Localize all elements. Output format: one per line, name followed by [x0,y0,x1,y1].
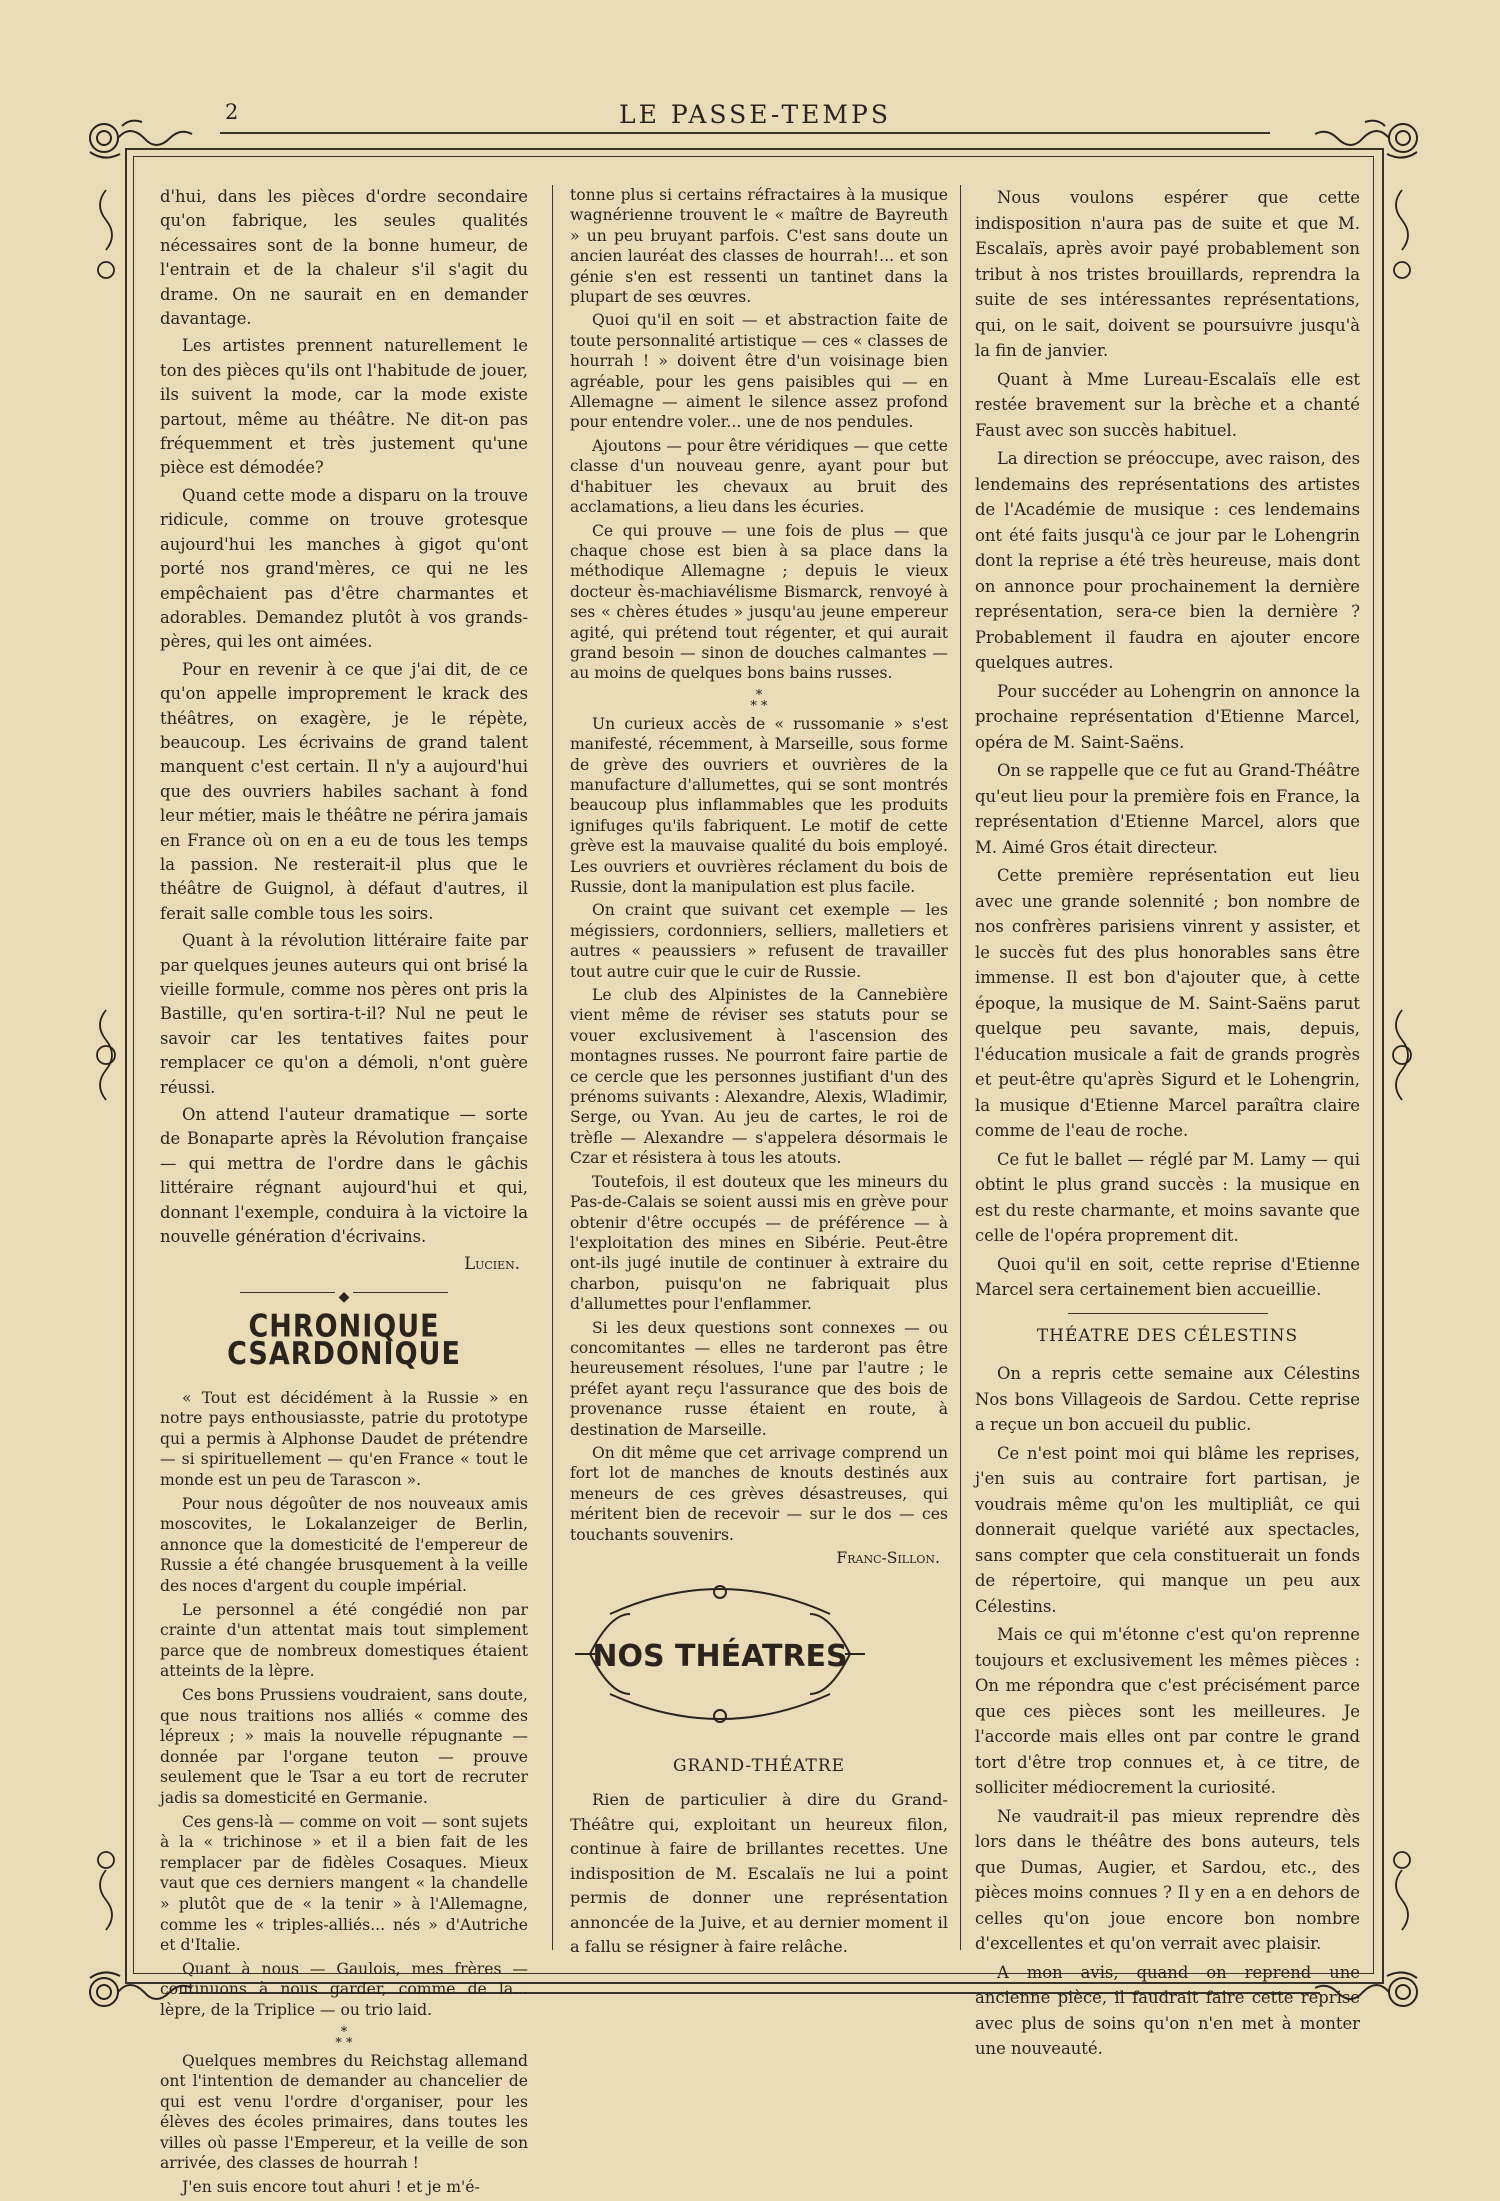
paragraph: La direction se préoccupe, avec raison, des lendemains des représentations des artistes de l'Académie de musique : ces lendemains ont été faits jusqu'à ce jour par le Lohengrin dont la reprise a été très heureuse, mais dont on annonce pour prochainement la dernière représentation, sera-ce bien la dernière ? Probablement il faudra en ajouter encore quelques autres. [975,449,1360,672]
paragraph: Cette première représentation eut lieu avec une grande solennité ; bon nombre de nos confrères parisiens vinrent y assister, et le succès fut des plus honorables sans être immense. Il est bon d'ajouter que, à cette époque, la musique de M. Saint-Saëns parut quelque peu savante, mais, depuis, l'éducation musicale a fait de grands progrès et peut-être qu'après Sigurd et le Lohengrin, la musique d'Etienne Marcel paraîtra claire comme de l'eau de roche. [975,866,1360,1140]
paragraph: Nous voulons espérer que cette indisposition n'aura pas de suite et que M. Escalaïs, après avoir payé probablement son tribut à nos tristes brouillards, reprendra la suite de ses intéressantes représentations, qui, on le sait, doivent se poursuivre jusqu'à la fin de janvier. [975,188,1360,360]
paragraph: Toutefois, il est douteux que les mineurs du Pas-de-Calais se soient aussi mis en grève pour obtenir d'être occupés — de préférence — à l'exploitation des mines en Sibérie. Peut-être ont-ils jugé inutile de continuer à extraire du charbon, puisqu'on ne fabriquait plus d'allumettes pour l'enflammer. [570,1172,948,1314]
paragraph: Quant à nous — Gaulois, mes frères — continuons à nous garder, comme de la... lèpre, de la Triplice — ou trio laid. [160,1959,528,2019]
banner-title: NOS THÉATRES [592,1639,848,1675]
asterism-separator: * * * [750,687,768,714]
paragraph: Quoi qu'il en soit — et abstraction faite de toute personnalité artistique — ces « classes de hourrah ! » doivent être d'un voisinage bien agréable, pour les gens paisibles qui — en Allemagne — aiment le silence assez profond pour entendre voler... une de nos pendules. [570,311,948,432]
paragraph: « Tout est décidément à la Russie » en notre pays enthousiasste, patrie du prototype qui a permis à Alphonse Daudet de prétendre — si spirituellement — qu'en France « tout le monde est un peu de Tarascon ». [160,1388,528,1490]
column-1 [160,185,528,2201]
paragraph: Ces gens-là — comme on voit — sont sujets à la « trichinose » et il a bien fait de les remplacer par de fidèles Cosaques. Mieux vaut que ces derniers mangent « la chandelle » plutôt que de « la tenir » à l'Allemagne, comme les « triples-alliés... nés » d'Autriche et d'Italie. [160,1812,528,1955]
header-rule [220,132,1270,134]
paragraph: Ces bons Prussiens voudraient, sans doute, que nous traitions nos alliés « comme des lépreux ; » mais la nouvelle répugnante — donnée par l'organe teuton — prouve seulement que le Tsar a eu tort de recruter jadis sa domesticité en Germanie. [160,1686,528,1807]
column-rule-1 [552,185,553,1950]
paragraph: Si les deux questions sont connexes — ou concomitantes — elles ne tarderont pas être heureusement résolues, l'une par l'autre ; le préfet ayant reçu l'assurance que des bois de provenance russe étaient en route, à destination de Marseille. [570,1318,948,1439]
journal-title: LE PASSE-TEMPS [619,100,891,129]
paragraph: Quant à Mme Lureau-Escalaïs elle est restée bravement sur la brèche et a chanté Faust avec son succès habituel. [975,369,1360,440]
subsection-title: THÉATRE DES CÉLESTINS [1036,1325,1299,1346]
paragraph: d'hui, dans les pièces d'ordre secondaire qu'on fabrique, les seules qualités nécessaires sont de la bonne humeur, de l'entrain et de la chaleur s'il s'agit du drame. On ne saurait en en demander davantage. [160,187,528,329]
paragraph: Ajoutons — pour être véridiques — que cette classe d'un nouveau genre, ayant pour but d'habituer les chevaux au bruit des acclamations, a lieu dans les écuries. [570,436,948,517]
paragraph: Ce fut le ballet — réglé par M. Lamy — qui obtint le plus grand succès : la musique en est du reste charmante, et moins savante que celle de l'opéra proprement dit. [975,1149,1360,1245]
author-signature: Lucien. [464,1254,520,1274]
paragraph: On attend l'auteur dramatique — sorte de Bonaparte après la Révolution française — qui mettra de l'ordre dans le gâchis littéraire régnant aujourd'hui et qui, donnant l'exemple, conduira à la victoire la nouvelle génération d'écrivains. [160,1105,528,1247]
ornament-side-left-icon [88,170,124,1970]
paragraph: Rien de particulier à dire du Grand-Théâtre qui, exploitant un heureux filon, continue à faire de brillantes recettes. Une indisposition de M. Escalaïs ne lui a point permis de donner une représentation annoncée de la Juive, et au dernier moment il a fallu se résigner à faire relâche. [570,1790,948,1957]
paragraph: On dit même que cet arrivage comprend un fort lot de manches de knouts destinés aux meneurs de ces grèves désastreuses, qui méritent bien de recevoir — sur le dos — ces touchants souvenirs. [570,1443,948,1544]
paragraph: Pour succéder au Lohengrin on annonce la prochaine représentation d'Etienne Marcel, opéra de M. Saint-Saëns. [975,681,1360,752]
paragraph: Quoi qu'il en soit, cette reprise d'Etienne Marcel sera certainement bien accueillie. [975,1254,1360,1299]
paragraph: Les artistes prennent naturellement le ton des pièces qu'ils ont l'habitude de jouer, ils suivent la mode, car la mode existe partout, même au théâtre. Ne dit-on pas fréquemment et très justement qu'une pièce est démodée? [160,336,528,478]
page-header [90,100,1420,136]
paragraph: tonne plus si certains réfractaires à la musique wagnérienne trouvent le « maître de Bayreuth » un peu bruyant parfois. C'est sans doute un ancien lauréat des classes de hourrah!... et son génie s'en est ressenti un tantinet dans la plupart de ses œuvres. [570,186,948,307]
short-rule [1068,1313,1268,1314]
paragraph: On se rappelle que ce fut au Grand-Théâtre qu'eut lieu pour la première fois en France, la représentation d'Etienne Marcel, alors que M. Aimé Gros était directeur. [975,761,1360,857]
paragraph: Le personnel a été congédié non par crainte d'un attentat mais tout simplement parce que de nombreux domestiques étaient atteints de la lèpre. [160,1600,528,1681]
paragraph: Le club des Alpinistes de la Cannebière vient même de réviser ses statuts pour se vouer exclusivement à l'ascension des montagnes russes. Ne pourront faire partie de ce cercle que les personnes justifiant d'un des prénoms suivants : Alexandre, Alexis, Wladimir, Serge, ou Yvan. Au jeu de cartes, le roi de trèfle — Alexandre — s'appelera désormais le Czar et résistera à tous les atouts. [570,986,948,1168]
section-title: CHRONIQUE CSARDONIQUE [227,1308,461,1373]
ornament-side-right-icon [1384,170,1420,1970]
diamond-divider-icon: ◆ [160,1285,528,1299]
page-number: 2 [225,100,239,124]
paragraph: Ce n'est point moi qui blâme les reprises, j'en suis au contraire fort partisan, je voudrais même qu'on les multipliât, ce qui donnerait quelque variété aux spectacles, sans compter que cela constituerait un fonds de répertoire, qui manque un peu aux Célestins. [975,1443,1360,1616]
paragraph: A mon avis, quand on reprend une ancienne pièce, il faudrait faire cette reprise avec plus de soins qu'on n'en met à monter une nouveauté. [975,1962,1360,2058]
paragraph: On a repris cette semaine aux Célestins Nos bons Villageois de Sardou. Cette reprise a reçue un bon accueil du public. [975,1364,1360,1434]
asterism-separator: * * * [335,2024,353,2051]
nos-theatres-banner [570,1574,870,1734]
column-rule-2 [960,185,961,1950]
paragraph: Un curieux accès de « russomanie » s'est manifesté, récemment, à Marseille, sous forme de grève des ouvriers et ouvrières de la manufacture d'allumettes, qui se sont montrés beaucoup plus inflammables que les produits ignifuges qu'ils fabriquent. Le motif de cette grève est la mauvaise qualité du bois employé. Les ouvriers et ouvrières réclament du bois de Russie, dont la manipulation est plus facile. [570,714,948,896]
paragraph: Pour en revenir à ce que j'ai dit, de ce qu'on appelle improprement le krack des théâtres, on exagère, je le répète, beaucoup. Les écrivains de grand talent manquent c'est certain. Il n'y a aujourd'hui que des ouvriers habiles sachant à fond leur métier, mais le théâtre ne périra jamais en France où on en a eu de tous les temps la passion. Ne resterait-il plus que le théâtre de Guignol, à défaut d'autres, il ferait salle comble tous les soirs. [160,659,528,923]
column-3 [975,185,1360,2065]
paragraph: On craint que suivant cet exemple — les mégissiers, cordonniers, selliers, malletiers et autres « peaussiers » refusent de travailler tout autre cuir que le cuir de Russie. [570,901,948,981]
paragraph: Pour nous dégoûter de nos nouveaux amis moscovites, le Lokalanzeiger de Berlin, annonce que la domesticité de l'empereur de Russie a été changée brusquement à la veille des noces d'argent du couple impérial. [160,1494,528,1596]
paragraph: J'en suis encore tout ahuri ! et je m'é- [182,2178,480,2197]
subsection-title: GRAND-THÉATRE [672,1755,846,1776]
paragraph: Ce qui prouve — une fois de plus — que chaque chose est bien à sa place dans la méthodique Allemagne ; depuis le vieux docteur ès-machiavélisme Bismarck, renvoyé à ses « chères études » jusqu'au jeune empereur agité, qui prétend tout régenter, et qui aurait grand besoin — sinon de douches calmantes — au moins de quelques bons bains russes. [570,521,948,683]
paragraph: Quant à la révolution littéraire faite par par quelques jeunes auteurs qui ont brisé la vieille formule, comme nos pères ont pris la Bastille, qu'en sortira-t-il? Nul ne peut le savoir car les tentatives faites pour remplacer ce qu'on a démoli, n'ont guère réussi. [160,931,528,1097]
paragraph: Ne vaudrait-il pas mieux reprendre dès lors dans le théâtre des bons auteurs, tels que Dumas, Augier, et Sardou, etc., des pièces moins connues ? Il y en a en dehors de celles qu'on joue encore bon nombre d'excellentes et qu'on verrait avec plaisir. [975,1806,1360,1953]
column-2 [570,185,948,1963]
author-signature: Franc-Sillon. [836,1549,940,1567]
paragraph: Mais ce qui m'étonne c'est qu'on reprenne toujours et exclusivement les mêmes pièces : On me répondra que c'est précisément parce que ces pièces sont les meilleures. Je l'accorde mais elles ont par contre le grand tort d'être trop connues et, à ce titre, de solliciter médiocrement la curiosité. [975,1625,1360,1797]
paragraph: Quelques membres du Reichstag allemand ont l'intention de demander au chancelier de qui est venu l'ordre d'organiser, pour les élèves des écoles primaires, dans toutes les villes où passe l'Empereur, et la veille de son arrivée, des classes de hourrah ! [160,2051,528,2173]
paragraph: Quand cette mode a disparu on la trouve ridicule, comme on trouve grotesque aujourd'hui les manches à gigot qu'ont porté nos grand'mères, ce qui ne les empêchaient pas d'être charmantes et adorables. Demandez plutôt à vos grands-pères, qui les ont aimées. [160,485,528,652]
